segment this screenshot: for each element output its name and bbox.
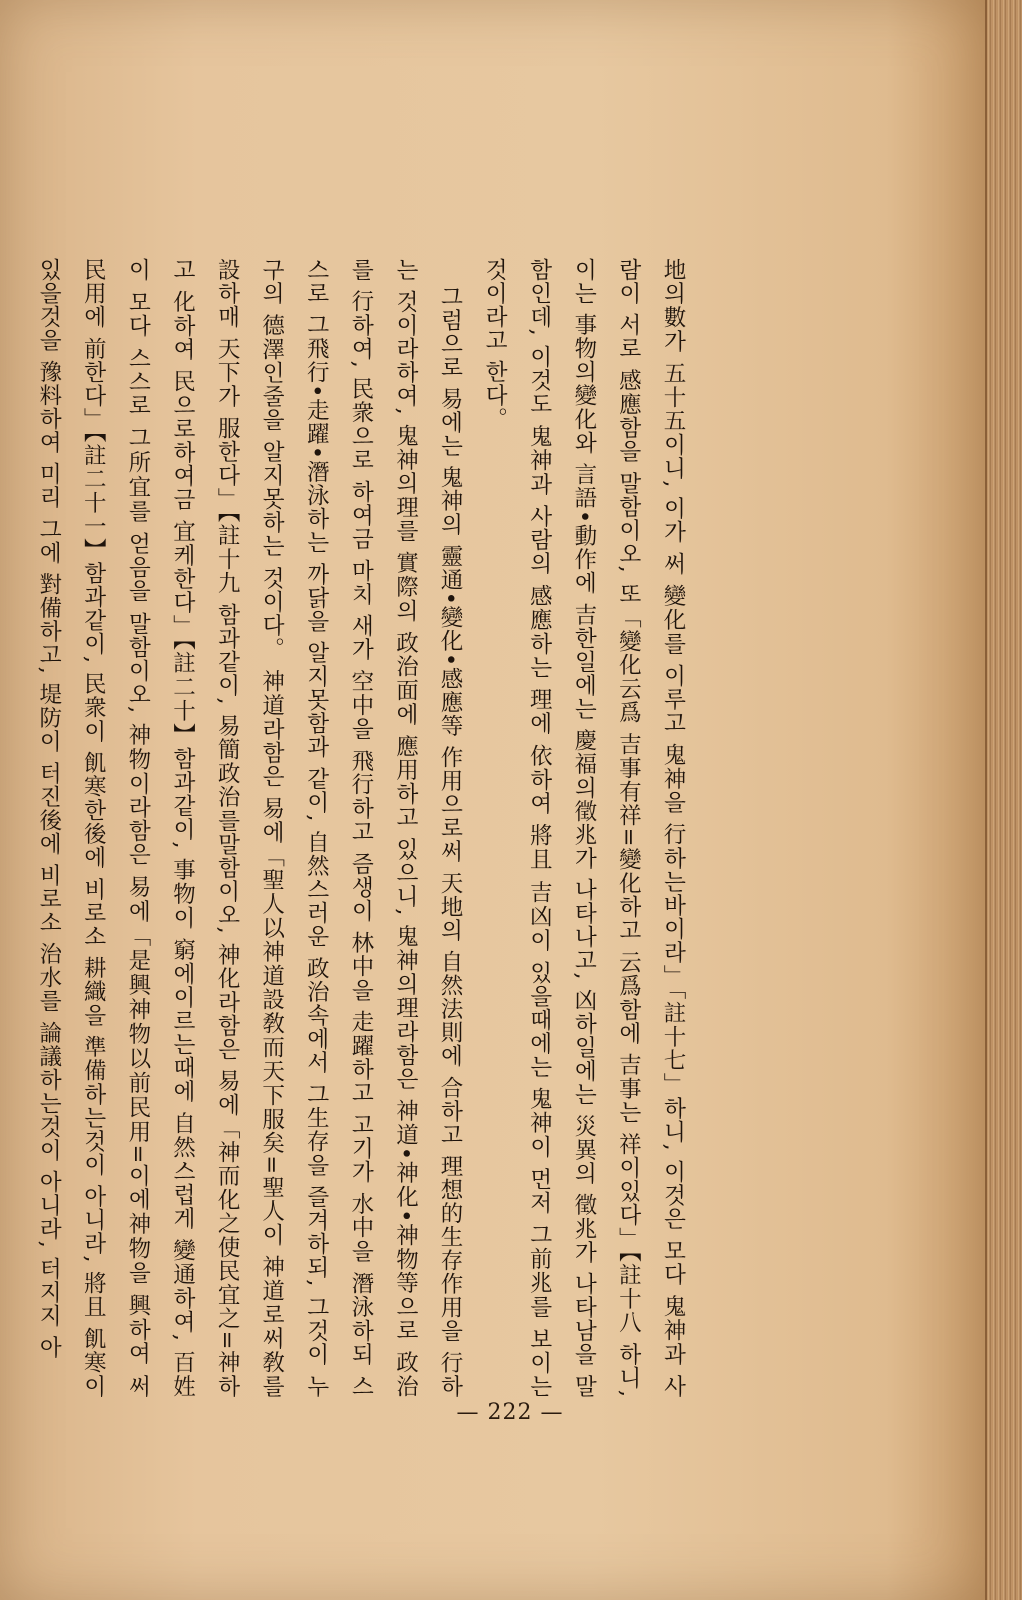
text-line: 줄을 알지못하는 것이다。 神道라함은 易에「聖人以神道設敎而天下服矣=聖人이 神道로써 [258,384,285,1351]
paragraph [26,258,472,1398]
text-line: 하고 즘생이 林中을 走躍하고 고기가 水中을 潛泳하되 스스로 그飛行•走躍•潛泳하는 까 [303,258,374,1398]
text-line: 은 모다 鬼神과 사람이 서로 感應함을 말함이오, 또「變化云爲 吉事有祥=變化하고 云爲함 [615,258,686,1398]
page-edge-stack [985,0,1022,1600]
page-number: — 222 — [456,1400,564,1425]
text-line: 敎를設하매 天下가 服한다」【註十九 함과같이, 易簡政治를말함이오, 神化라함은 易에「神 [214,258,285,1399]
text-line: 닭을 알지못함과 같이, 自然스러운 政治속에서 그生存을 즐겨하되, 그것이 누구의 德澤인 [258,258,330,1398]
text-line: 而化之使民宜之=神하고 化하여 民으로하여금 宜케한다」【註二十】함과같이, 事物이 窮에 [169,258,241,1399]
vertical-text-body [35,258,695,1399]
text-line: 이르는때에 自然스럽게 變通하여, 百姓이 모다 스스로 그所宜를 얻음을 말함이오, 神物이 [124,258,196,1398]
text-line: 理라함은 神道•神化•神物等으로 政治를 行하여, 民衆으로 하여금 마치 새가 空中을 飛行 [347,258,419,1398]
paragraph [472,258,695,1398]
text-line: 地의數가 五十五이니, 이가 써 變化를 이루고 鬼神을 行하는바이라」「註十七」하니, 이것 [660,258,686,1208]
text-line: 應하는 理에 依하여 將且 吉凶이 있을때에는 鬼神이 먼저 그前兆를 보이는 것이라고 한 [481,258,553,1398]
text-line: 여 미리 그에 對備하고, 堤防이 터진後에 비로소 治水를 論議하는것이 아니라, 터지지 아 [35,430,62,1360]
text-line: 的生存作用을 行하는 것이라하여, 鬼神의理를 實際의 政治面에 應用하고 있으니, 鬼神의 [392,258,464,1398]
text-line: 다。 [481,383,508,431]
text-line: 이, 民衆이 飢寒한後에 비로소 耕織을 準備하는것이 아니라, 將且 飢寒이 있을것을 豫料하 [35,258,107,1398]
text-line: 에 吉事는 祥이있다」【註十八 하니, 이는 事物의變化와 言語•動作에 吉한일에는 慶福의 [570,258,642,1399]
text-line: 그럼으로 易에는 鬼神의 靈通•變化•感應等 作用으로써 天地의 自然法則에 合하고 理想 [437,285,464,1202]
text-line: 라함은 易에「是興神物以前民用=이에神物을 興하여 써 民用에 前한다」【註二十一】함과같 [80,258,151,1398]
text-line: 徵兆가 나타나고, 凶하일에는 災異의 徵兆가 나타남을 말함인데, 이것도 鬼神과 사람의 感 [526,258,597,1398]
